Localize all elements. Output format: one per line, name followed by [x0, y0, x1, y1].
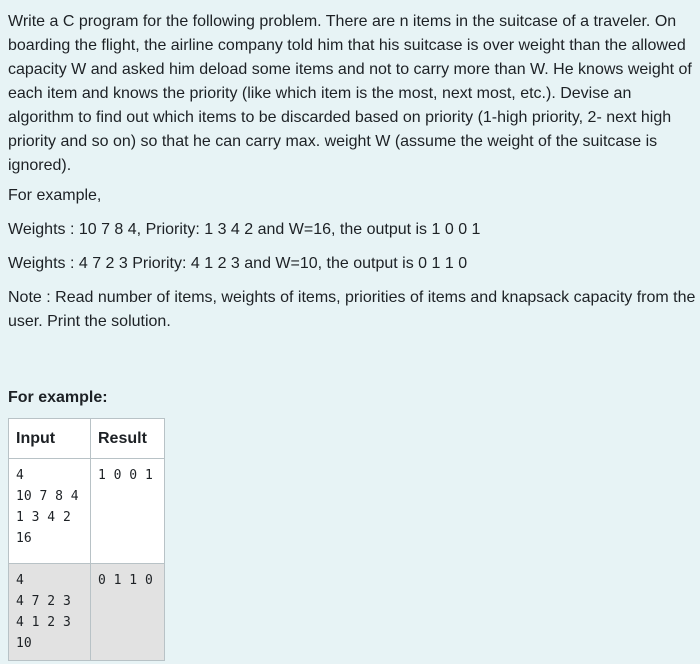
- input-cell: [9, 564, 91, 661]
- problem-statement: Write a C program for the following problem. There are n items in the suitcase of a traveler. On boarding the flight, the airline company told him that his suitcase is over weight than the allowed capacity W and asked him deload some items and not to carry more than W. He knows weight of each item and knows the priority (like which item is the most, next most, etc.). Devise an algorithm to find out which items to be discarded based on priority (1-high priority, 2- next high priority and so on) so that he can carry max. weight W (assume the weight of the suitcase is ignored).: [8, 13, 692, 174]
- result-line: 0 1 1 0: [98, 573, 153, 588]
- input-line: 4 7 2 3: [16, 594, 71, 609]
- input-line: 16: [16, 531, 32, 546]
- result-column-header: Result: [91, 419, 165, 459]
- input-line: 4 1 2 3: [16, 615, 71, 630]
- input-cell: [9, 459, 91, 564]
- input-line: 1 3 4 2: [16, 510, 71, 525]
- table-row: [9, 459, 165, 564]
- input-line: 4: [16, 468, 24, 483]
- input-column-header: Input: [9, 419, 91, 459]
- result-cell: [91, 459, 165, 564]
- question-text: [8, 10, 696, 334]
- result-cell: [91, 564, 165, 661]
- for-example-label: For example,: [8, 187, 102, 204]
- example-1-text: Weights : 10 7 8 4, Priority: 1 3 4 2 and W=16, the output is 1 0 0 1: [8, 221, 481, 238]
- input-line: 10 7 8 4: [16, 489, 79, 504]
- examples-heading: For example:: [8, 389, 108, 406]
- input-line: 10: [16, 636, 32, 651]
- table-row: [9, 564, 165, 661]
- note-text: Note : Read number of items, weights of items, priorities of items and knapsack capacity from the user. Print the solution.: [8, 289, 696, 330]
- result-line: 1 0 0 1: [98, 468, 153, 483]
- example-2-text: Weights : 4 7 2 3 Priority: 4 1 2 3 and W=10, the output is 0 1 1 0: [8, 255, 468, 272]
- examples-table: [8, 418, 165, 661]
- input-line: 4: [16, 573, 24, 588]
- table-header-row: [9, 419, 165, 459]
